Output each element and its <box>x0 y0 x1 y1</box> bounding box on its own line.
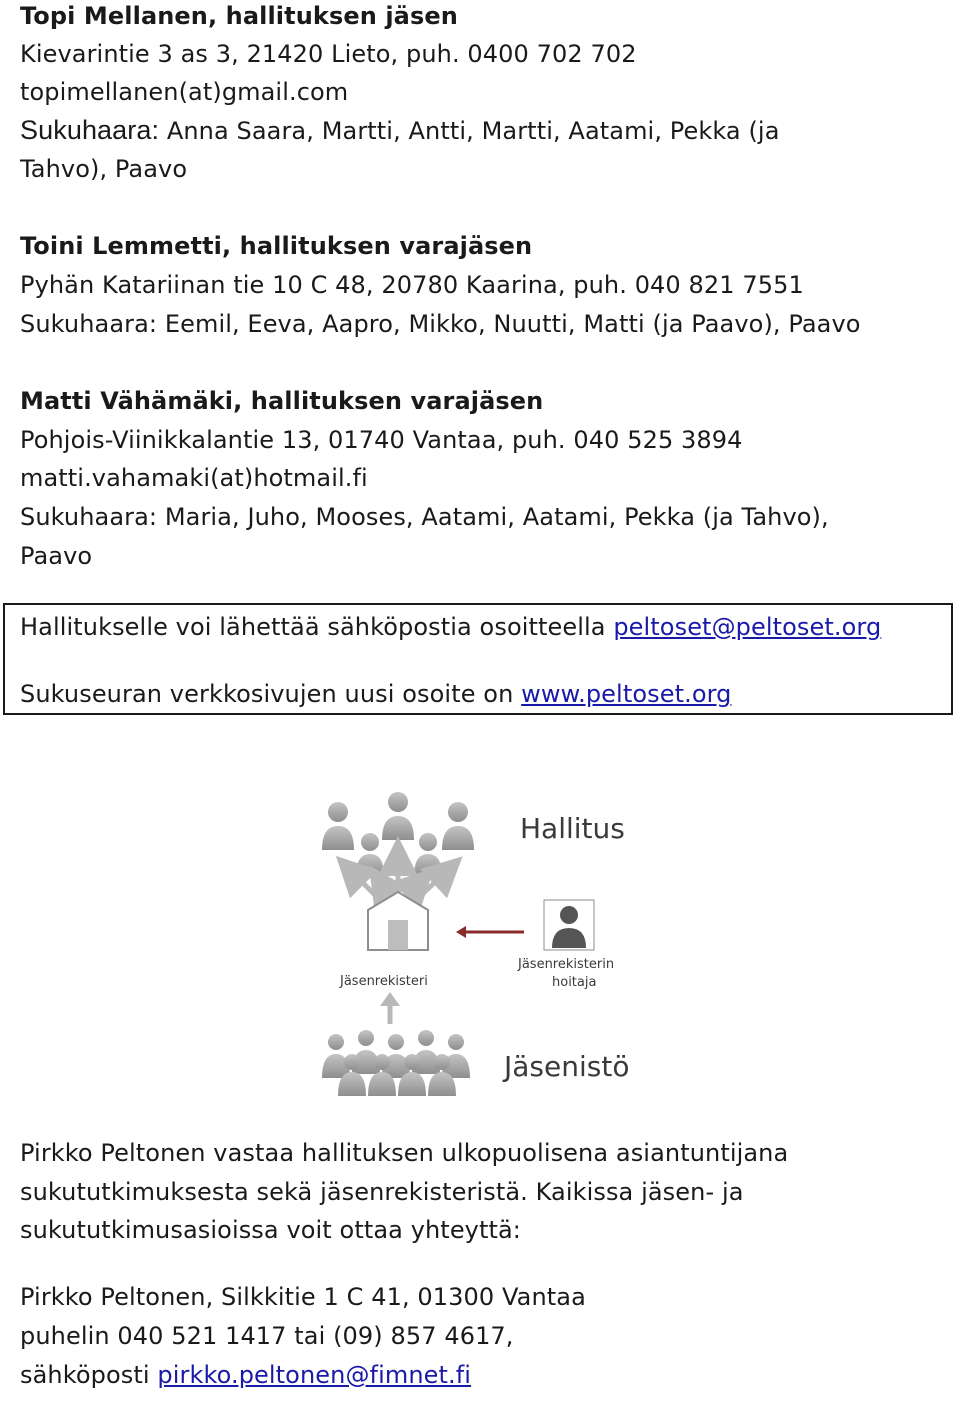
contact-intro: sukututkimuksesta sekä jäsenrekisteristä. Kaikissa jäsen- ja <box>20 1178 744 1206</box>
board-person-icon <box>356 833 384 876</box>
member-name-role: Toini Lemmetti, hallituksen varajäsen <box>20 232 533 260</box>
contact-intro: Pirkko Peltonen vastaa hallituksen ulkopuolisena asiantuntijana <box>20 1139 789 1167</box>
member-branch-cont: Tahvo), Paavo <box>20 155 188 183</box>
members-arrow <box>380 992 400 1024</box>
keeper-label: Jäsenrekisterin <box>518 957 615 972</box>
member-name-role: Topi Mellanen, hallituksen jäsen <box>20 2 458 30</box>
member-address: Pyhän Katariinan tie 10 C 48, 20780 Kaarina, puh. 040 821 7551 <box>20 271 804 299</box>
organization-diagram <box>300 780 680 1100</box>
board-person-icon <box>382 792 414 840</box>
contact-phone: puhelin 040 521 1417 tai (09) 857 4617, <box>20 1322 514 1350</box>
board-label: Hallitus <box>520 812 625 845</box>
notice-email-line <box>20 612 881 642</box>
contact-intro: sukututkimusasioissa voit ottaa yhteyttä: <box>20 1216 521 1244</box>
notice-email-text: Hallitukselle voi lähettää sähköpostia osoitteella <box>20 613 606 641</box>
branch-names: Anna Saara, Martti, Antti, Martti, Aatami, Pekka (ja <box>166 117 780 145</box>
board-email-link[interactable]: peltoset@peltoset.org <box>613 613 882 641</box>
member-email: topimellanen(at)gmail.com <box>20 78 349 106</box>
member-branch-cont: Paavo <box>20 542 93 570</box>
keeper-label-cont: hoitaja <box>552 975 597 990</box>
website-link[interactable]: www.peltoset.org <box>521 680 732 708</box>
member-branch: Sukuhaara: Maria, Juho, Mooses, Aatami, Aatami, Pekka (ja Tahvo), <box>20 503 829 531</box>
member-address: Kievarintie 3 as 3, 21420 Lieto, puh. 0400 702 702 <box>20 40 637 68</box>
contact-address: Pirkko Peltonen, Silkkitie 1 C 41, 01300 Vantaa <box>20 1283 586 1311</box>
contact-email-line <box>20 1360 471 1390</box>
member-branch <box>20 115 780 146</box>
board-person-icon <box>322 802 354 850</box>
register-label: Jäsenrekisteri <box>340 974 428 989</box>
member-register-icon <box>368 892 428 950</box>
board-person-icon <box>442 802 474 850</box>
contact-email-label: sähköposti <box>20 1361 150 1389</box>
members-label: Jäsenistö <box>504 1050 630 1083</box>
contact-email-link[interactable]: pirkko.peltonen@fimnet.fi <box>157 1361 472 1389</box>
member-branch: Sukuhaara: Eemil, Eeva, Aapro, Mikko, Nuutti, Matti (ja Paavo), Paavo <box>20 310 861 338</box>
member-name-role: Matti Vähämäki, hallituksen varajäsen <box>20 387 544 415</box>
register-keeper-icon <box>544 900 594 950</box>
branch-label: Sukuhaara: <box>20 115 160 145</box>
board-person-icon <box>414 833 442 876</box>
register-keeper-arrow <box>456 926 524 938</box>
member-address: Pohjois-Viinikkalantie 13, 01740 Vantaa, puh. 040 525 3894 <box>20 426 743 454</box>
member-email: matti.vahamaki(at)hotmail.fi <box>20 464 368 492</box>
notice-site-text: Sukuseuran verkkosivujen uusi osoite on <box>20 680 514 708</box>
notice-site-line <box>20 679 732 709</box>
members-crowd-icon <box>322 1030 470 1096</box>
